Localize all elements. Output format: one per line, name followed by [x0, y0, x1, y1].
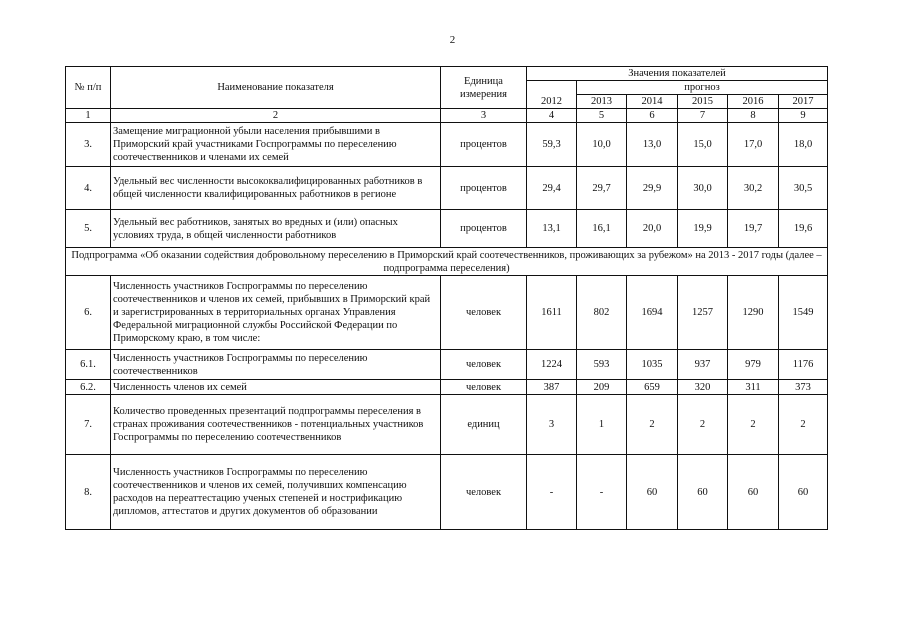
row-value: 15,0 [678, 123, 728, 167]
header-row-numbers [66, 109, 828, 123]
table-row [66, 123, 828, 167]
row-value: 18,0 [779, 123, 828, 167]
row-value: 1694 [627, 276, 678, 350]
row-unit: человек [441, 276, 527, 350]
row-name: Удельный вес численности высококвалифицированных работников в общей численности квалифицированных работников в регионе [111, 167, 441, 210]
row-value: 1290 [728, 276, 779, 350]
row-number: 6. [66, 276, 111, 350]
row-unit: процентов [441, 167, 527, 210]
header-year: 2012 [527, 95, 577, 109]
row-value: 30,0 [678, 167, 728, 210]
row-value: 387 [527, 380, 577, 395]
row-value: 17,0 [728, 123, 779, 167]
header-unit: Единица измерения [441, 67, 527, 109]
column-number: 7 [678, 109, 728, 123]
row-value: 373 [779, 380, 828, 395]
row-value: 60 [779, 455, 828, 530]
row-name: Количество проведенных презентаций подпрограммы переселения в странах проживания соотечественников - потенциальных участников Госпрограммы по переселению соотечественников [111, 395, 441, 455]
table-row [66, 167, 828, 210]
header-year: 2014 [627, 95, 678, 109]
row-unit: человек [441, 350, 527, 380]
row-value: 1224 [527, 350, 577, 380]
row-number: 7. [66, 395, 111, 455]
column-number: 2 [111, 109, 441, 123]
header-name: Наименование показателя [111, 67, 441, 109]
row-value: 1257 [678, 276, 728, 350]
row-name: Численность участников Госпрограммы по переселению соотечественников и членов их семей, прибывших в Приморский край и зарегистрированных в территориальных органах Управления Федеральной миграционной службы Российской Федерации по Приморскому краю, в том числе: [111, 276, 441, 350]
row-value: 2 [728, 395, 779, 455]
row-value: 2 [779, 395, 828, 455]
row-number: 5. [66, 210, 111, 248]
row-value: - [527, 455, 577, 530]
row-value: 659 [627, 380, 678, 395]
row-name: Удельный вес работников, занятых во вредных и (или) опасных условиях труда, в общей численности работников [111, 210, 441, 248]
column-number: 9 [779, 109, 828, 123]
row-value: 13,1 [527, 210, 577, 248]
row-value: 937 [678, 350, 728, 380]
column-number: 3 [441, 109, 527, 123]
row-name: Численность участников Госпрограммы по переселению соотечественников и членов их семей, получивших компенсацию расходов на переаттестацию ученых степеней и нострификацию дипломов, аттестатов и других документов об образовании [111, 455, 441, 530]
row-value: 13,0 [627, 123, 678, 167]
indicators-table [65, 66, 828, 530]
row-value: 979 [728, 350, 779, 380]
row-name: Численность участников Госпрограммы по переселению соотечественников [111, 350, 441, 380]
row-value: 19,9 [678, 210, 728, 248]
row-value: 29,7 [577, 167, 627, 210]
table-row [66, 395, 828, 455]
row-value: 2 [678, 395, 728, 455]
row-value: 19,7 [728, 210, 779, 248]
header-year: 2013 [577, 95, 627, 109]
row-name: Замещение миграционной убыли населения прибывшими в Приморский край участниками Госпрограммы по переселению соотечественников и членами их семей [111, 123, 441, 167]
column-number: 6 [627, 109, 678, 123]
column-number: 1 [66, 109, 111, 123]
row-value: 30,2 [728, 167, 779, 210]
row-name: Численность членов их семей [111, 380, 441, 395]
row-number: 6.1. [66, 350, 111, 380]
table-row [66, 276, 828, 350]
row-value: 29,9 [627, 167, 678, 210]
page-number: 2 [449, 34, 456, 46]
row-value: 30,5 [779, 167, 828, 210]
row-value: 3 [527, 395, 577, 455]
table-row [66, 210, 828, 248]
row-unit: процентов [441, 210, 527, 248]
row-number: 8. [66, 455, 111, 530]
row-value: 19,6 [779, 210, 828, 248]
row-value: 10,0 [577, 123, 627, 167]
row-value: 802 [577, 276, 627, 350]
row-value: 1176 [779, 350, 828, 380]
column-number: 5 [577, 109, 627, 123]
column-number: 4 [527, 109, 577, 123]
row-value: 2 [627, 395, 678, 455]
table-row [66, 380, 828, 395]
row-unit: единиц [441, 395, 527, 455]
row-value: 593 [577, 350, 627, 380]
row-value: 60 [627, 455, 678, 530]
table-row [66, 350, 828, 380]
row-value: 1611 [527, 276, 577, 350]
column-number: 8 [728, 109, 779, 123]
row-value: 320 [678, 380, 728, 395]
row-number: 6.2. [66, 380, 111, 395]
header-row-1 [66, 67, 828, 81]
row-value: 59,3 [527, 123, 577, 167]
row-unit: человек [441, 455, 527, 530]
header-2012-blank [527, 81, 577, 95]
header-year: 2016 [728, 95, 779, 109]
section-title: Подпрограмма «Об оказании содействия добровольному переселению в Приморский край соотечественников, проживающих за рубежом» на 2013 - 2017 годы (далее – подпрограмма переселения) [66, 248, 828, 276]
section-row [66, 248, 828, 276]
row-value: 60 [728, 455, 779, 530]
row-number: 4. [66, 167, 111, 210]
table-row [66, 455, 828, 530]
row-unit: человек [441, 380, 527, 395]
header-num: № п/п [66, 67, 111, 109]
row-value: 1 [577, 395, 627, 455]
row-value: 20,0 [627, 210, 678, 248]
row-value: 60 [678, 455, 728, 530]
row-value: 311 [728, 380, 779, 395]
row-value: 16,1 [577, 210, 627, 248]
row-unit: процентов [441, 123, 527, 167]
row-value: 209 [577, 380, 627, 395]
header-values: Значения показателей [527, 67, 828, 81]
header-forecast: прогноз [577, 81, 828, 95]
header-year: 2017 [779, 95, 828, 109]
header-year: 2015 [678, 95, 728, 109]
row-value: 1035 [627, 350, 678, 380]
row-value: - [577, 455, 627, 530]
row-number: 3. [66, 123, 111, 167]
row-value: 1549 [779, 276, 828, 350]
row-value: 29,4 [527, 167, 577, 210]
